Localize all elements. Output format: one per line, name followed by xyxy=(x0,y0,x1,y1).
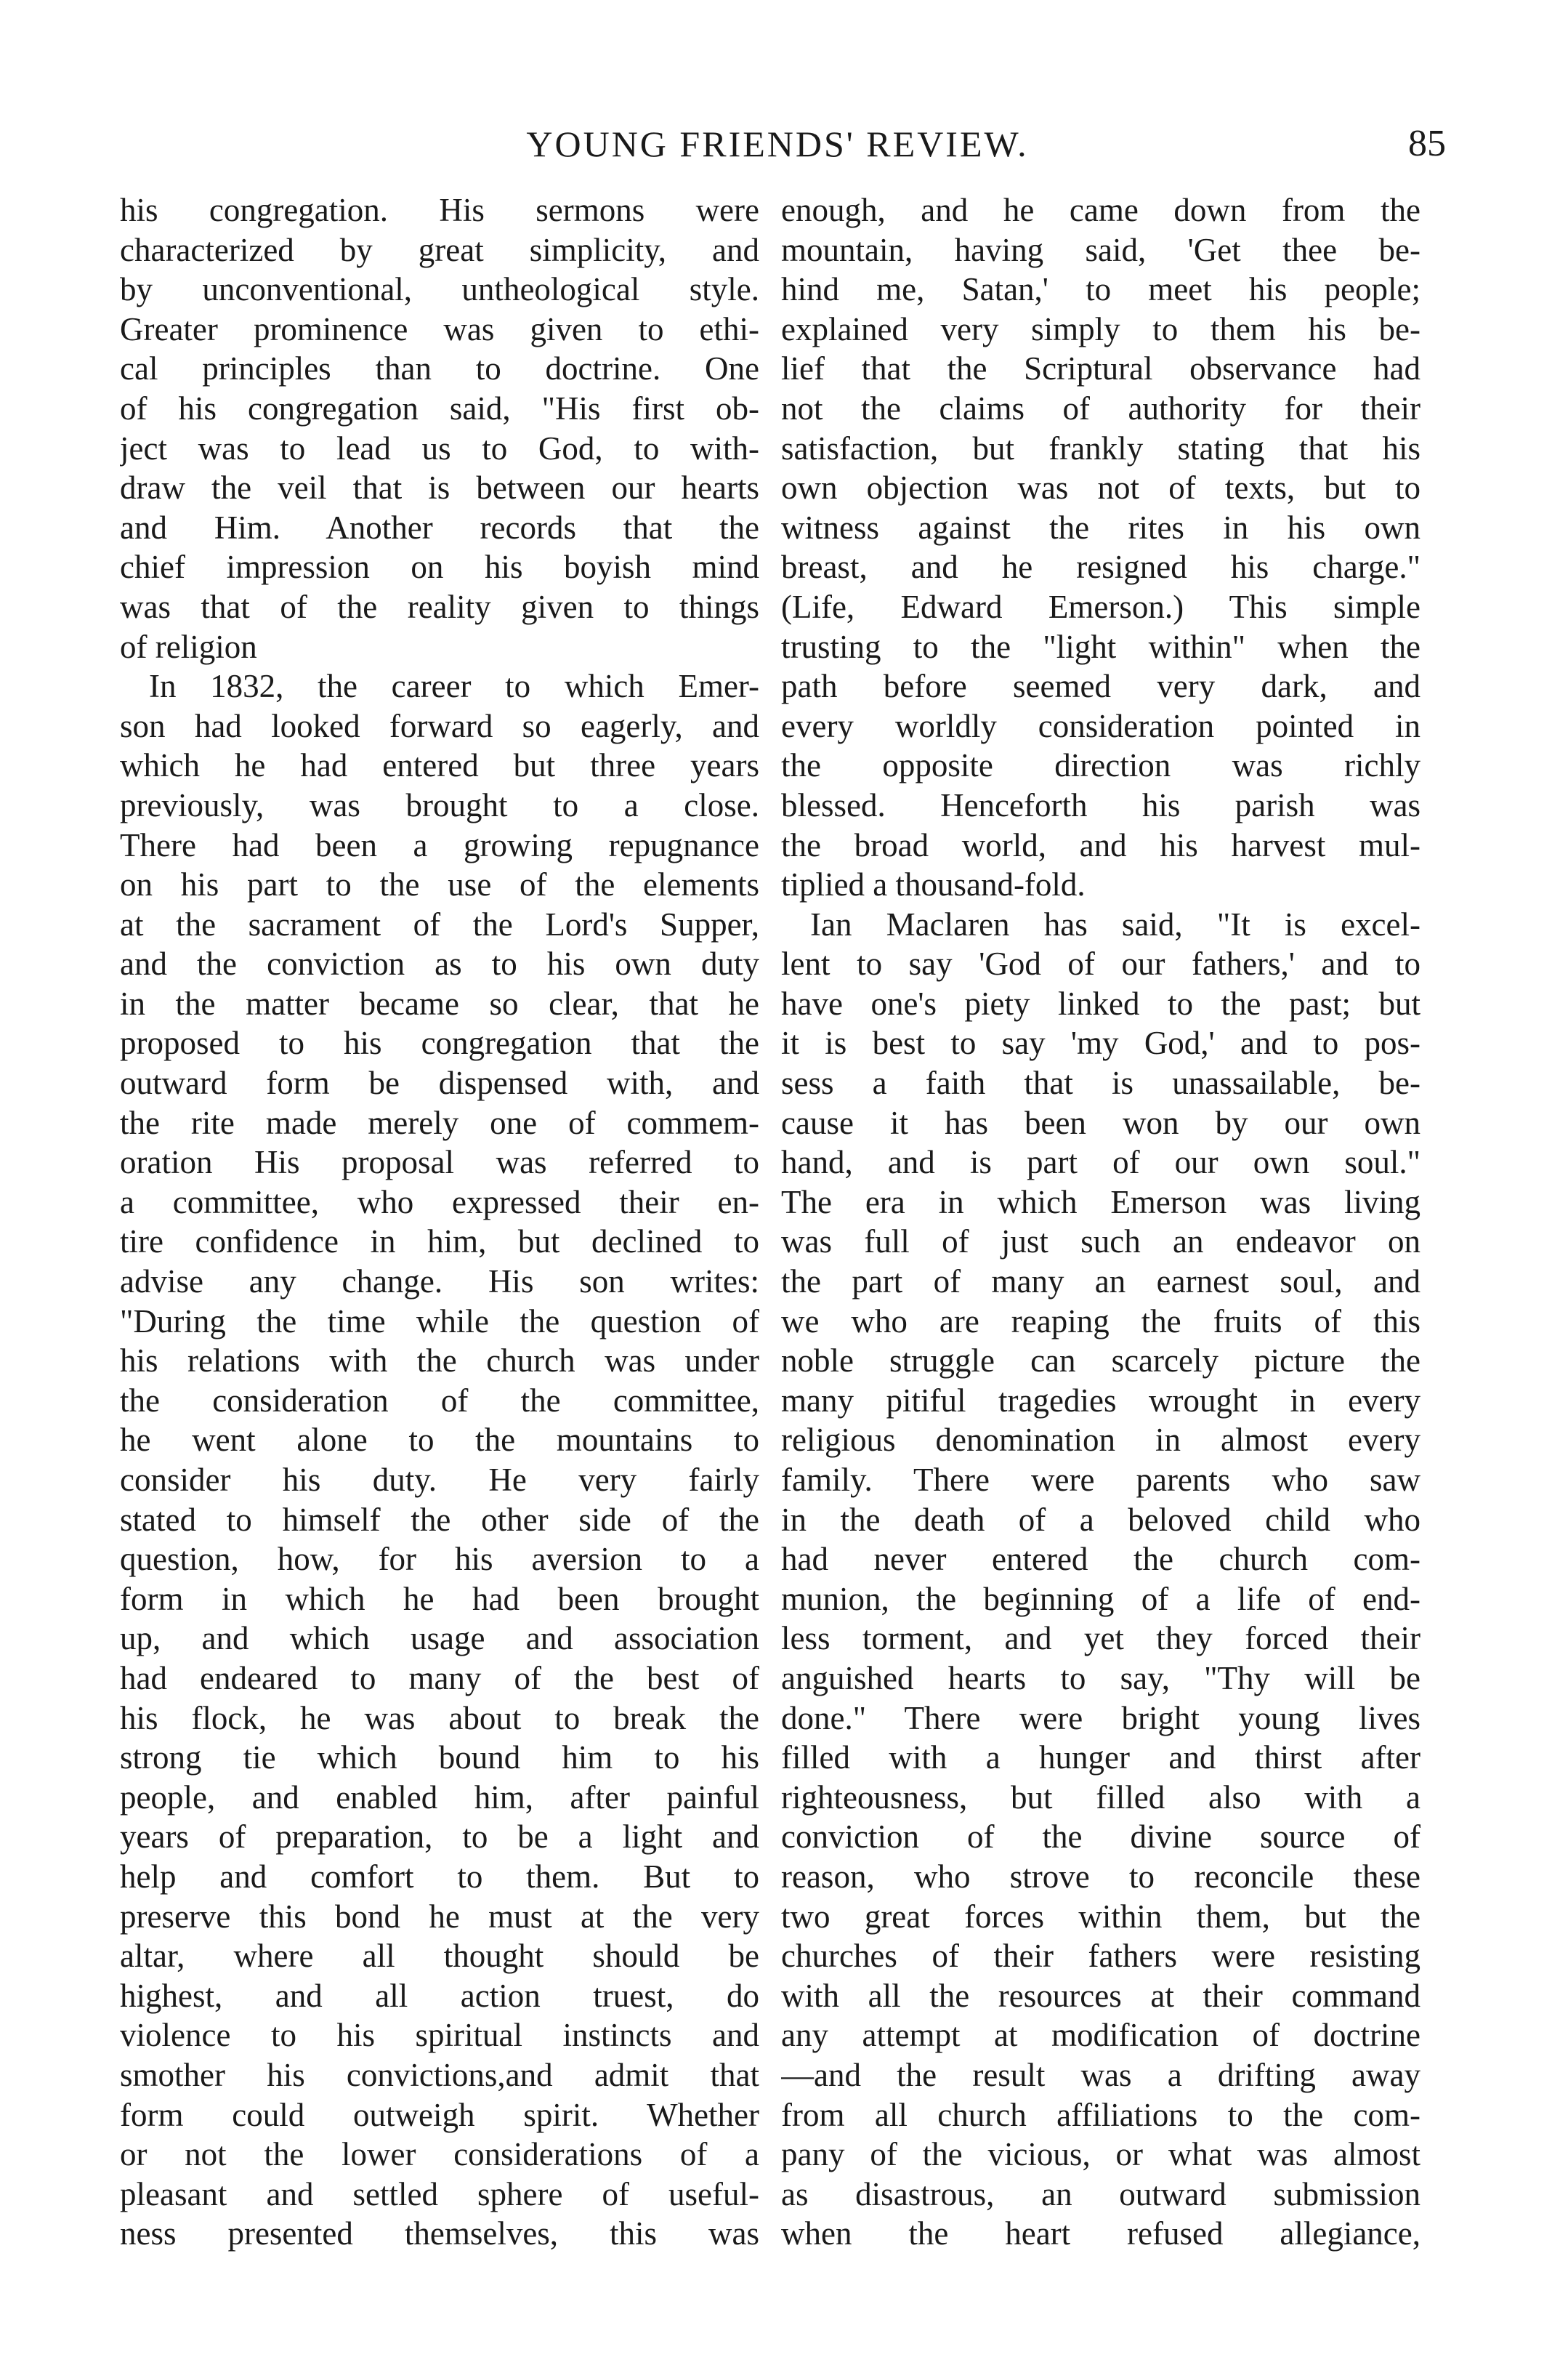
text-line: explained very simply to them his be- xyxy=(781,310,1421,347)
text-line: which he had entered but three years xyxy=(120,747,759,784)
text-line: ject was to lead us to God, to with- xyxy=(120,430,759,467)
text-line: pany of the vicious, or what was almost xyxy=(781,2136,1421,2173)
text-line: enough, and he came down from the xyxy=(781,192,1421,228)
text-line: was that of the reality given to things xyxy=(120,588,759,625)
text-line: stated to himself the other side of the xyxy=(120,1501,759,1538)
text-line: and Him. Another records that the xyxy=(120,509,759,546)
text-line: Greater prominence was given to ethi- xyxy=(120,310,759,347)
text-line: question, how, for his aversion to a xyxy=(120,1541,759,1578)
right-column xyxy=(781,190,1421,2254)
text-line: or not the lower considerations of a xyxy=(120,2136,759,2173)
text-line: own objection was not of texts, but to xyxy=(781,470,1421,507)
text-line: filled with a hunger and thirst after xyxy=(781,1739,1421,1776)
text-line: blessed. Henceforth his parish was xyxy=(781,786,1421,823)
text-line: up, and which usage and association xyxy=(120,1620,759,1657)
text-line: previously, was brought to a close. xyxy=(120,786,759,823)
text-line: not the claims of authority for their xyxy=(781,390,1421,427)
text-line: in the death of a beloved child who xyxy=(781,1501,1421,1538)
text-line: tire confidence in him, but declined to xyxy=(120,1223,759,1260)
text-line: his relations with the church was under xyxy=(120,1342,759,1379)
text-line: form could outweigh spirit. Whether xyxy=(120,2096,759,2133)
text-line: righteousness, but filled also with a xyxy=(781,1778,1421,1816)
text-line: in the matter became so clear, that he xyxy=(120,985,759,1022)
text-line: "During the time while the question of xyxy=(120,1302,759,1339)
text-line: have one's piety linked to the past; but xyxy=(781,985,1421,1022)
text-line: the consideration of the committee, xyxy=(120,1382,759,1419)
text-line: —and the result was a drifting away xyxy=(781,2056,1421,2093)
text-line: anguished hearts to say, "Thy will be xyxy=(781,1659,1421,1696)
text-line: The era in which Emerson was living xyxy=(781,1183,1421,1220)
text-line: satisfaction, but frankly stating that his xyxy=(781,430,1421,467)
text-line: of his congregation said, "His first ob- xyxy=(120,390,759,427)
page-header xyxy=(124,122,1446,180)
text-line: lent to say 'God of our fathers,' and to xyxy=(781,946,1421,983)
text-line: any attempt at modification of doctrine xyxy=(781,2017,1421,2054)
text-line: mountain, having said, 'Get thee be- xyxy=(781,231,1421,268)
text-line: ness presented themselves, this was xyxy=(120,2215,759,2252)
text-line: it is best to say 'my God,' and to pos- xyxy=(781,1025,1421,1062)
text-line: tiplied a thousand-fold. xyxy=(781,866,1086,903)
text-line: as disastrous, an outward submission xyxy=(781,2175,1421,2212)
text-line: proposed to his congregation that the xyxy=(120,1025,759,1062)
text-line: had endeared to many of the best of xyxy=(120,1659,759,1696)
page-number: 85 xyxy=(1408,123,1446,164)
text-line: hand, and is part of our own soul." xyxy=(781,1144,1421,1181)
text-line: sess a faith that is unassailable, be- xyxy=(781,1065,1421,1102)
text-line: of religion xyxy=(120,628,257,665)
text-line: draw the veil that is between our hearts xyxy=(120,470,759,507)
text-line: every worldly consideration pointed in xyxy=(781,707,1421,744)
text-line: on his part to the use of the elements xyxy=(120,866,759,903)
text-line: munion, the beginning of a life of end- xyxy=(781,1580,1421,1617)
text-line: family. There were parents who saw xyxy=(781,1462,1421,1498)
text-line: many pitiful tragedies wrought in every xyxy=(781,1382,1421,1419)
text-line: trusting to the "light within" when the xyxy=(781,628,1421,665)
text-line: cal principles than to doctrine. One xyxy=(120,350,759,387)
text-line: outward form be dispensed with, and xyxy=(120,1065,759,1102)
text-line: advise any change. His son writes: xyxy=(120,1263,759,1300)
text-line: when the heart refused allegiance, xyxy=(781,2215,1421,2252)
text-line: his congregation. His sermons were xyxy=(120,192,759,228)
text-line: help and comfort to them. But to xyxy=(120,1858,759,1895)
text-line: smother his convictions,and admit that xyxy=(120,2056,759,2093)
text-line: Ian Maclaren has said, "It is excel- xyxy=(810,906,1421,943)
text-line: cause it has been won by our own xyxy=(781,1104,1421,1141)
text-line: strong tie which bound him to his xyxy=(120,1739,759,1776)
text-line: religious denomination in almost every xyxy=(781,1422,1421,1459)
text-line: churches of their fathers were resisting xyxy=(781,1938,1421,1975)
text-line: preserve this bond he must at the very xyxy=(120,1898,759,1935)
text-line: done." There were bright young lives xyxy=(781,1699,1421,1736)
text-line: violence to his spiritual instincts and xyxy=(120,2017,759,2054)
text-line: the rite made merely one of commem- xyxy=(120,1104,759,1141)
text-line: at the sacrament of the Lord's Supper, xyxy=(120,906,759,943)
text-line: a committee, who expressed their en- xyxy=(120,1183,759,1220)
text-line: his flock, he was about to break the xyxy=(120,1699,759,1736)
text-line: conviction of the divine source of xyxy=(781,1818,1421,1856)
text-line: lief that the Scriptural observance had xyxy=(781,350,1421,387)
text-line: consider his duty. He very fairly xyxy=(120,1462,759,1498)
text-line: the opposite direction was richly xyxy=(781,747,1421,784)
text-line: altar, where all thought should be xyxy=(120,1938,759,1975)
text-line: characterized by great simplicity, and xyxy=(120,231,759,268)
text-line: we who are reaping the fruits of this xyxy=(781,1302,1421,1339)
text-line: chief impression on his boyish mind xyxy=(120,549,759,586)
text-line: There had been a growing repugnance xyxy=(120,826,759,863)
text-line: path before seemed very dark, and xyxy=(781,668,1421,705)
text-line: two great forces within them, but the xyxy=(781,1898,1421,1935)
text-line: (Life, Edward Emerson.) This simple xyxy=(781,588,1421,625)
text-line: from all church affiliations to the com- xyxy=(781,2096,1421,2133)
text-line: son had looked forward so eagerly, and xyxy=(120,707,759,744)
left-column xyxy=(120,190,759,2254)
text-line: with all the resources at their command xyxy=(781,1977,1421,2014)
text-line: hind me, Satan,' to meet his people; xyxy=(781,271,1421,308)
text-line: was full of just such an endeavor on xyxy=(781,1223,1421,1260)
text-line: and the conviction as to his own duty xyxy=(120,946,759,983)
text-line: the part of many an earnest soul, and xyxy=(781,1263,1421,1300)
text-line: years of preparation, to be a light and xyxy=(120,1818,759,1856)
running-title: YOUNG FRIENDS' REVIEW. xyxy=(526,124,1029,164)
text-line: had never entered the church com- xyxy=(781,1541,1421,1578)
text-line: noble struggle can scarcely picture the xyxy=(781,1342,1421,1379)
text-line: witness against the rites in his own xyxy=(781,509,1421,546)
text-line: form in which he had been brought xyxy=(120,1580,759,1617)
text-line: pleasant and settled sphere of useful- xyxy=(120,2175,759,2212)
text-line: breast, and he resigned his charge." xyxy=(781,549,1421,586)
text-line: In 1832, the career to which Emer- xyxy=(149,668,759,705)
text-line: he went alone to the mountains to xyxy=(120,1422,759,1459)
text-line: the broad world, and his harvest mul- xyxy=(781,826,1421,863)
text-line: highest, and all action truest, do xyxy=(120,1977,759,2014)
text-line: people, and enabled him, after painful xyxy=(120,1778,759,1816)
text-line: less torment, and yet they forced their xyxy=(781,1620,1421,1657)
text-line: by unconventional, untheological style. xyxy=(120,271,759,308)
text-line: oration His proposal was referred to xyxy=(120,1144,759,1181)
text-line: reason, who strove to reconcile these xyxy=(781,1858,1421,1895)
